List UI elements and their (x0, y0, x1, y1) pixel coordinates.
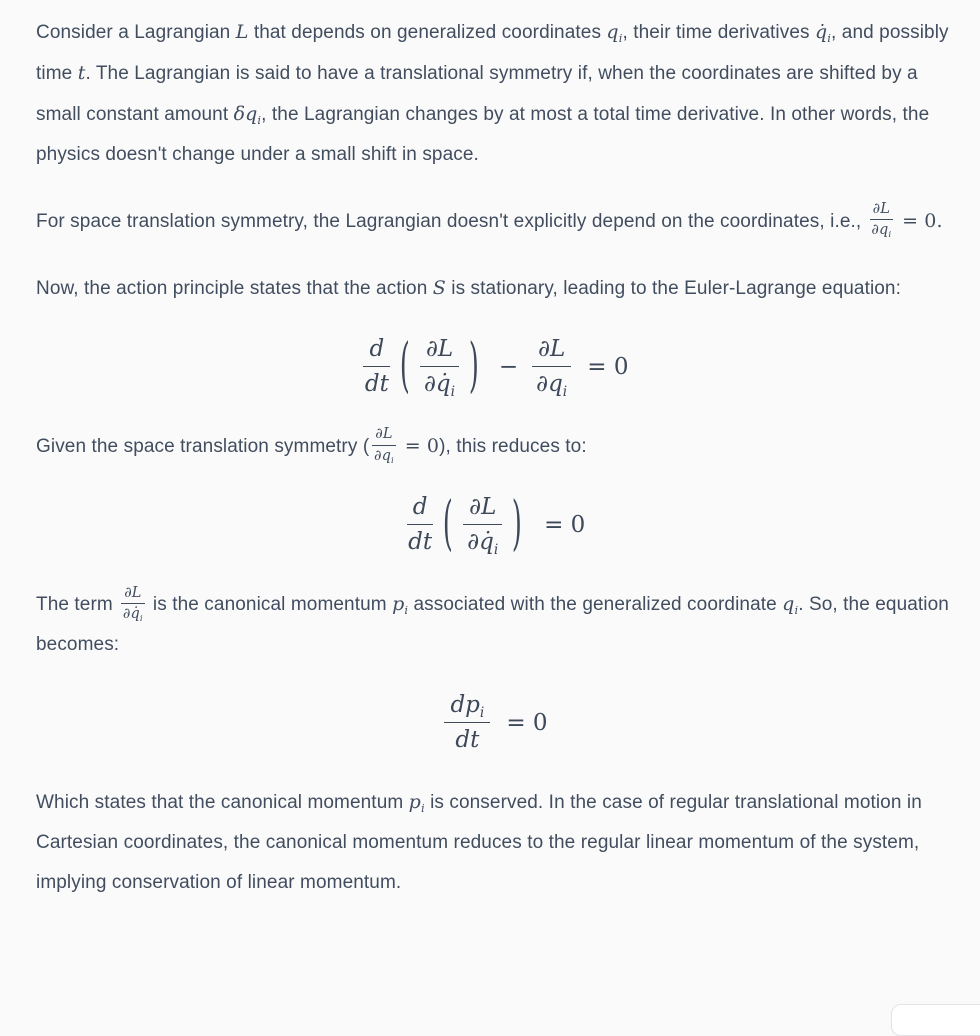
math-inline: $\delta q_i$ (233, 103, 262, 127)
math-inline: S (432, 277, 446, 299)
math-symbol: ∂q̇ (122, 605, 140, 622)
math-subscript: i (390, 455, 394, 466)
math-subscript: i (404, 603, 409, 618)
math-inline: t (77, 62, 86, 84)
equals-zero: = 0 (544, 511, 586, 538)
math-denominator (871, 220, 891, 239)
equation-euler-lagrange (36, 332, 954, 401)
paragraph-space-translation (36, 201, 954, 242)
math-denominator (123, 604, 143, 623)
text-run: . So, the equation becomes: (36, 594, 949, 656)
right-paren: ) (468, 332, 479, 401)
math-inline: $q_i$ (782, 593, 799, 618)
math-inline: $q̇_i$ (815, 21, 832, 45)
math-subscript: i (420, 801, 425, 816)
fraction-d-dt (363, 335, 390, 398)
math-upright: = 0. (895, 210, 943, 232)
text-run: , their time derivatives (622, 22, 816, 43)
equation-reduced (36, 490, 954, 559)
math-subscript: i (827, 30, 832, 45)
math-symbol: dp (450, 692, 480, 719)
math-subscript: i (888, 230, 892, 241)
math-numerator (444, 691, 490, 723)
math-symbol: ∂q (871, 222, 889, 239)
message-actions-panel[interactable] (891, 1004, 980, 1036)
math-inline: $p_i$ (392, 593, 409, 618)
paragraph-conclusion (36, 782, 954, 903)
inline-fraction (372, 425, 395, 464)
inline-fraction (870, 200, 893, 239)
text-run: The term (36, 594, 119, 616)
text-run: associated with the generalized coordinate (408, 594, 783, 616)
left-paren: ( (443, 490, 454, 559)
text-run: . The Lagrangian is said to have a translational symmetry if, when the coordinates are shifted by a small constant amount (36, 63, 918, 125)
math-numerator: d (363, 335, 390, 367)
fraction-dpi-dt (444, 691, 490, 754)
math-denominator (467, 525, 498, 556)
math-denominator: dt (364, 371, 389, 398)
paragraph-intro (36, 12, 954, 175)
text-run: is the canonical momentum (147, 594, 393, 616)
text-run: , the Lagrangian changes by at most a total time derivative. In other words, the physics doesn't change under a small shift in space. (36, 104, 930, 165)
right-paren: ) (512, 490, 523, 559)
text-run: is stationary, leading to the Euler-Lagrange equation: (445, 278, 901, 299)
paragraph-action-principle (36, 268, 954, 309)
fraction-dL-dq (532, 335, 571, 398)
math-numerator: ∂L (463, 493, 502, 525)
math-subscript: i (479, 705, 485, 722)
math-subscript: i (562, 383, 568, 400)
text-run: Which states that the canonical momentum (36, 792, 409, 814)
text-run: Consider a Lagrangian (36, 22, 236, 43)
math-subscript: i (450, 383, 456, 400)
text-run: , and possibly time (36, 22, 949, 84)
math-symbol: ∂q (536, 371, 563, 398)
equation-momentum-conservation (36, 691, 954, 754)
math-numerator: d (407, 493, 434, 525)
math-inline: L (235, 21, 249, 43)
math-inline: $q_i$ (606, 21, 623, 45)
text-run: is conserved. In the case of regular translational motion in Cartesian coordinates, the canonical momentum reduces to the regular linear momentum of the system, implying conservation of linear momentum. (36, 792, 922, 894)
fraction-dL-dqdot (420, 335, 459, 398)
paragraph-canonical-momentum (36, 584, 954, 665)
math-symbol: ∂q̇ (467, 529, 494, 556)
paragraph-given-symmetry (36, 426, 954, 467)
math-numerator: ∂L (532, 335, 571, 367)
math-numerator: ∂L (121, 584, 144, 604)
fraction-d-dt (407, 493, 434, 556)
math-numerator: ∂L (870, 200, 893, 220)
minus-operator: − (498, 353, 519, 380)
text-run: ), this reduces to: (439, 436, 587, 458)
equals-zero: = 0 (506, 709, 548, 736)
math-numerator: ∂L (420, 335, 459, 367)
math-numerator: ∂L (372, 425, 395, 445)
math-subscript: i (493, 541, 499, 558)
math-denominator (536, 367, 567, 398)
text-run: For space translation symmetry, the Lagrangian doesn't explicitly depend on the coordinates, i.e., (36, 211, 867, 232)
math-denominator (374, 446, 394, 465)
math-inline: $p_i$ (408, 791, 425, 816)
text-run: Now, the action principle states that the action (36, 278, 433, 299)
math-upright: = 0 (398, 435, 440, 458)
fraction-dL-dqdot (463, 493, 502, 556)
text-run: Given the space translation symmetry ( (36, 436, 370, 458)
math-subscript: i (794, 603, 799, 618)
math-subscript: i (618, 30, 623, 45)
math-symbol: ∂q (373, 447, 391, 464)
math-denominator (424, 367, 455, 398)
equals-zero: = 0 (587, 353, 629, 380)
math-denominator: dt (455, 727, 480, 754)
inline-fraction (121, 584, 144, 623)
math-symbol: ∂q̇ (424, 371, 451, 398)
math-subscript: i (139, 613, 143, 624)
left-paren: ( (400, 332, 411, 401)
math-denominator: dt (408, 529, 433, 556)
text-run: that depends on generalized coordinates (248, 22, 607, 43)
math-subscript: i (257, 112, 262, 127)
